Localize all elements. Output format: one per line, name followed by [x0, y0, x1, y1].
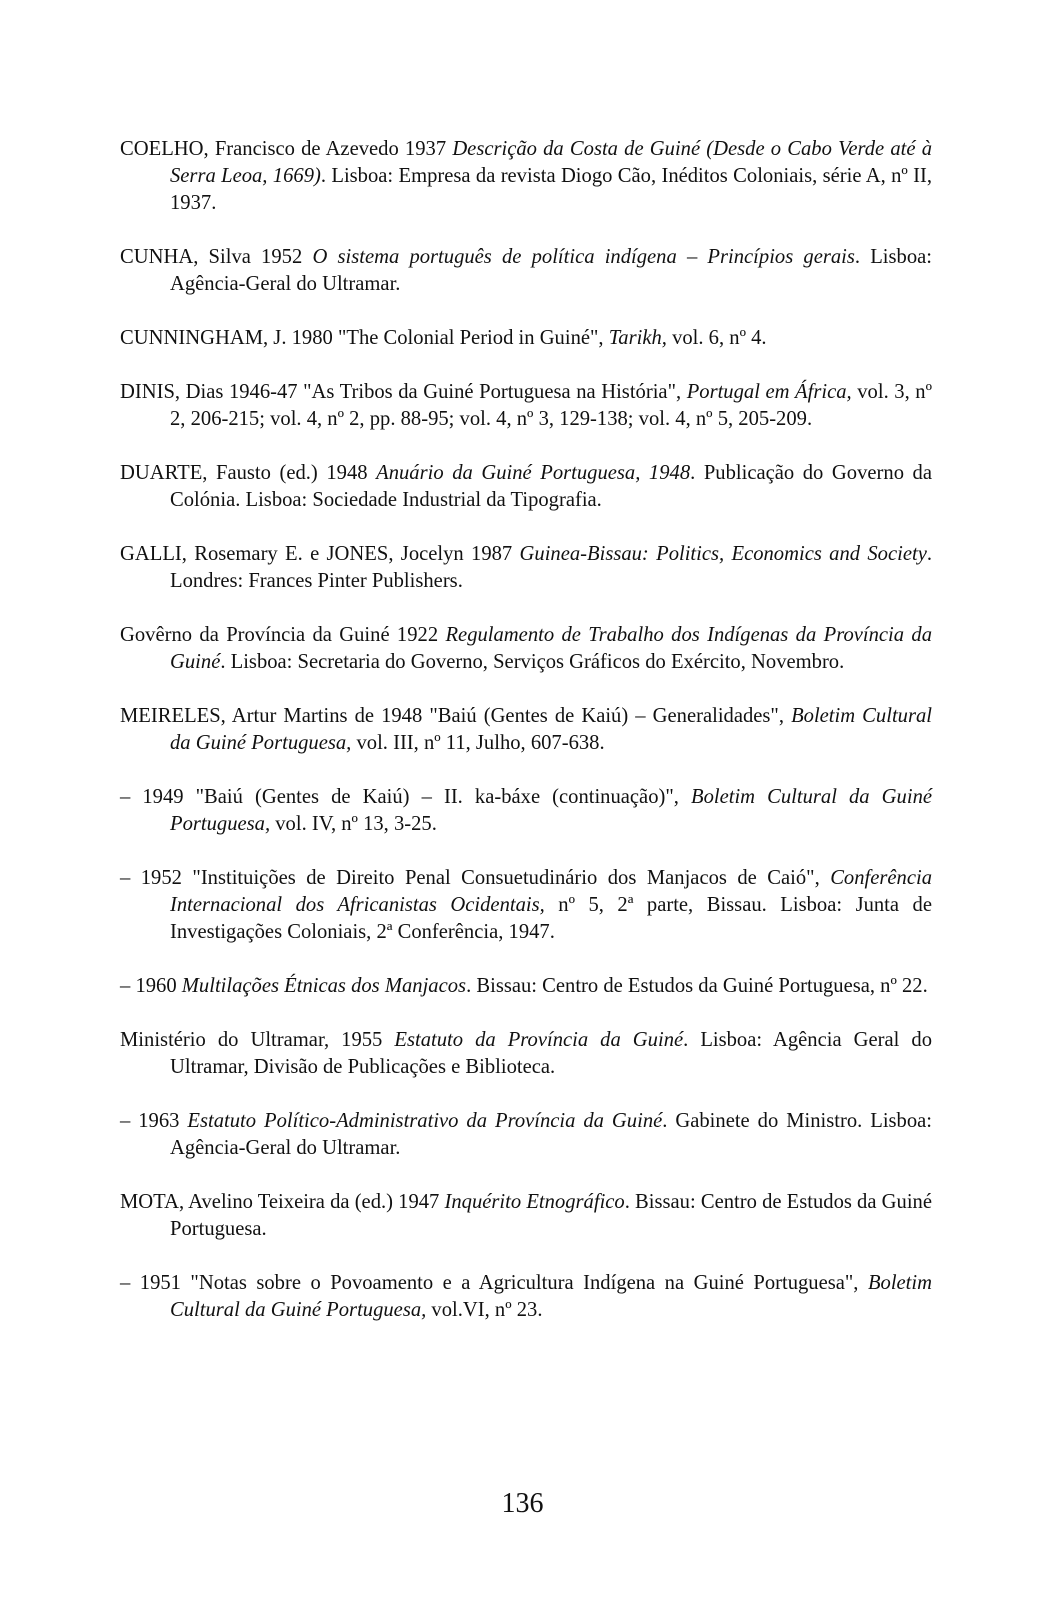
- bibliography-entry: [120, 244, 932, 298]
- entry-author-year: CUNHA, Silva 1952: [120, 246, 313, 268]
- entry-title: Descrição da Costa de Guiné (Desde o Cabo Verde até à Serra Leoa, 1669): [170, 138, 933, 187]
- entry-author-year: CUNNINGHAM, J. 1980 "The Colonial Period in Guiné",: [120, 327, 609, 349]
- entry-author-year: – 1951 "Notas sobre o Povoamento e a Agricultura Indígena na Guiné Portuguesa",: [120, 1272, 868, 1294]
- bibliography-entry: [120, 703, 932, 757]
- bibliography-entry: [120, 541, 932, 595]
- entry-title: Boletim Cultural da Guiné Portuguesa,: [170, 705, 932, 754]
- entry-author-year: – 1960: [120, 975, 182, 997]
- entry-publication: . Lisboa: Empresa da revista Diogo Cão, Inéditos Coloniais, série A, nº II, 1937.: [170, 165, 932, 214]
- bibliography-entry: [120, 784, 932, 838]
- entry-title: Inquérito Etnográfico: [444, 1191, 625, 1213]
- entry-publication: nº 5, 2ª parte, Bissau. Lisboa: Junta de Investigações Coloniais, 2ª Conferência, 1947.: [170, 894, 932, 943]
- entry-title: Boletim Cultural da Guiné Portuguesa,: [170, 786, 933, 835]
- entry-author-year: GALLI, Rosemary E. e JONES, Jocelyn 1987: [120, 543, 520, 565]
- entry-author-year: – 1952 "Instituições de Direito Penal Consuetudinário dos Manjacos de Caió",: [120, 867, 831, 889]
- entry-author-year: DINIS, Dias 1946-47 "As Tribos da Guiné Portuguesa na História",: [120, 381, 687, 403]
- bibliography-entry: [120, 325, 932, 352]
- bibliography-entry: [120, 622, 932, 676]
- entry-author-year: Ministério do Ultramar, 1955: [120, 1029, 395, 1051]
- entry-title: Guinea-Bissau: Politics, Economics and Society: [519, 543, 927, 565]
- bibliography-entry: [120, 973, 932, 1000]
- entry-author-year: COELHO, Francisco de Azevedo 1937: [120, 138, 453, 160]
- entry-title: Regulamento de Trabalho dos Indígenas da Província da Guiné: [170, 624, 932, 673]
- entry-publication: . Lisboa: Secretaria do Governo, Serviços Gráficos do Exército, Novembro.: [220, 651, 845, 673]
- entry-author-year: Govêrno da Província da Guiné 1922: [120, 624, 446, 646]
- bibliography-entry: [120, 1027, 932, 1081]
- entry-title: Portugal em África,: [686, 381, 852, 403]
- entry-title: Estatuto da Província da Guiné: [394, 1029, 684, 1051]
- entry-publication: . Londres: Frances Pinter Publishers.: [170, 543, 932, 592]
- entry-author-year: – 1963: [120, 1110, 188, 1132]
- entry-title: Multilações Étnicas dos Manjacos: [181, 975, 467, 997]
- entry-publication: . Bissau: Centro de Estudos da Guiné Portuguesa.: [170, 1191, 932, 1240]
- bibliography-entry: [120, 1189, 932, 1243]
- entry-publication: vol. III, nº 11, Julho, 607-638.: [351, 732, 605, 754]
- bibliography-entry: [120, 1270, 932, 1324]
- bibliography-entry: [120, 1108, 932, 1162]
- entry-title: O sistema português de política indígena – Princípios gerais: [312, 246, 855, 268]
- entry-author-year: DUARTE, Fausto (ed.) 1948: [120, 462, 377, 484]
- entry-publication: vol.VI, nº 23.: [426, 1299, 543, 1321]
- entry-publication: . Gabinete do Ministro. Lisboa: Agência-Geral do Ultramar.: [170, 1110, 933, 1159]
- entry-title: Anuário da Guiné Portuguesa, 1948: [376, 462, 691, 484]
- entry-publication: vol. IV, nº 13, 3-25.: [270, 813, 437, 835]
- entry-title: Boletim Cultural da Guiné Portuguesa,: [170, 1272, 932, 1321]
- entry-publication: . Lisboa: Agência Geral do Ultramar, Divisão de Publicações e Biblioteca.: [170, 1029, 932, 1078]
- entry-title: Conferência Internacional dos Africanistas Ocidentais,: [170, 867, 932, 916]
- bibliography-entry: [120, 136, 932, 217]
- entry-publication: . Lisboa: Agência-Geral do Ultramar.: [170, 246, 933, 295]
- entry-author-year: – 1949 "Baiú (Gentes de Kaiú) – II. ka-báxe (continuação)",: [120, 786, 691, 808]
- entry-title: Tarikh,: [608, 327, 667, 349]
- entry-publication: vol. 6, nº 4.: [666, 327, 767, 349]
- entry-author-year: MEIRELES, Artur Martins de 1948 "Baiú (Gentes de Kaiú) – Generalidades",: [120, 705, 792, 727]
- entry-title: Estatuto Político-Administrativo da Província da Guiné: [187, 1110, 663, 1132]
- bibliography-list: [120, 136, 932, 1351]
- entry-author-year: MOTA, Avelino Teixeira da (ed.) 1947: [120, 1191, 445, 1213]
- bibliography-entry: [120, 865, 932, 946]
- entry-publication: . Bissau: Centro de Estudos da Guiné Portuguesa, nº 22.: [466, 975, 928, 997]
- bibliography-entry: [120, 460, 932, 514]
- entry-publication: vol. 3, nº 2, 206-215; vol. 4, nº 2, pp. 88-95; vol. 4, nº 3, 129-138; vol. 4, nº 5, 205-209.: [170, 381, 932, 430]
- entry-publication: . Publicação do Governo da Colónia. Lisboa: Sociedade Industrial da Tipografia.: [170, 462, 932, 511]
- page-number: 136: [501, 1488, 544, 1519]
- bibliography-entry: [120, 379, 932, 433]
